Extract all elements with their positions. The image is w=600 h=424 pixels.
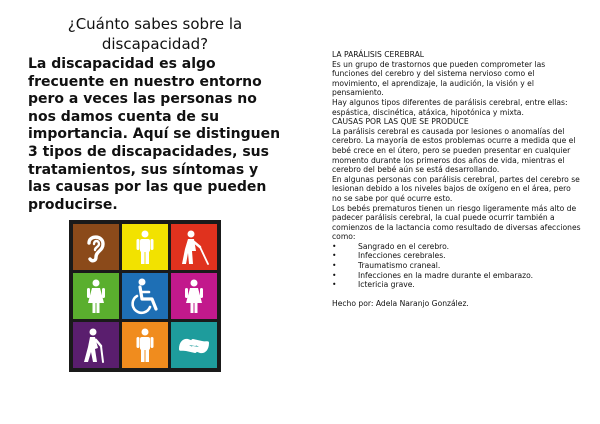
tile-wheelchair [122,273,168,319]
tile-person [122,224,168,270]
article-paragraph-premature: Los bebés prematuros tienen un riesgo ligeramente más alto de padecer parálisis cerebral, la cual puede ocurrir también a comienzos de la lactancia como resultado de diversas afecciones como: [332,203,581,242]
article-paragraph-oxygen: En algunas personas con parálisis cerebral, partes del cerebro se lesionan debido a los niveles bajos de oxígeno en el área, pero no se sabe por qué ocurre esto. [332,174,580,203]
woman-icon [174,276,214,316]
tile-woman-2 [171,273,217,319]
tile-hearing [73,224,119,270]
man-icon [125,325,165,365]
list-item: • Ictericia grave. [332,280,415,290]
page-title: ¿Cuánto sabes sobre la discapacidad? [67,15,243,53]
tile-woman [73,273,119,319]
elderly-cane-icon [76,325,116,365]
list-item: • Infecciones en la madre durante el embarazo. [332,270,534,280]
bullet-marker: • [332,280,337,290]
author-signature: Hecho por: Adela Naranjo González. [332,299,469,309]
tile-sign-language [171,322,217,368]
article-paragraph-causes: La parálisis cerebral es causada por lesiones o anomalías del cerebro. La mayoría de estos problemas ocurre a medida que el bebé crece en el útero, pero se pueden presentar en cualquier momento durante los primeros dos años de vida, mientras el cerebro del bebé aún se está desarrollando. [332,126,576,175]
causes-heading: CAUSAS POR LAS QUE SE PRODUCE [332,117,469,127]
article-paragraph-types: Hay algunos tipos diferentes de parálisis cerebral, entre ellas: espástica, discinética, atáxica, hipotónica y mixta. [332,97,568,117]
intro-paragraph: La discapacidad es algo frecuente en nuestro entorno pero a veces las personas no nos damos cuenta de su importancia. Aquí se distinguen 3 tipos de discapacidades, sus tratamientos, sus síntomas y las causas por las que pueden producirse. [28,56,281,213]
wheelchair-icon [125,276,165,316]
conditions-list [332,242,582,290]
woman-icon [76,276,116,316]
disability-icons-grid [69,220,221,372]
blind-cane-icon [174,227,214,267]
article [332,50,582,309]
tile-elderly [73,322,119,368]
hearing-icon [76,227,116,267]
sign-language-icon [174,325,214,365]
bullet-marker: • [332,241,337,251]
tile-man [122,322,168,368]
article-paragraph-definition: Es un grupo de trastornos que pueden comprometer las funciones del cerebro y del sistema nervioso como el movimiento, el aprendizaje, la audición, la visión y el pensamiento. [332,59,546,98]
bullet-marker: • [332,261,337,271]
tile-blind [171,224,217,270]
person-icon [125,227,165,267]
list-item: • Traumatismo craneal. [332,261,441,271]
bullet-marker: • [332,270,337,280]
list-item: • Sangrado en el cerebro. [332,241,450,251]
article-heading: LA PARÁLISIS CEREBRAL [332,50,425,59]
list-item: • Infecciones cerebrales. [332,251,446,261]
bullet-marker: • [332,251,337,261]
